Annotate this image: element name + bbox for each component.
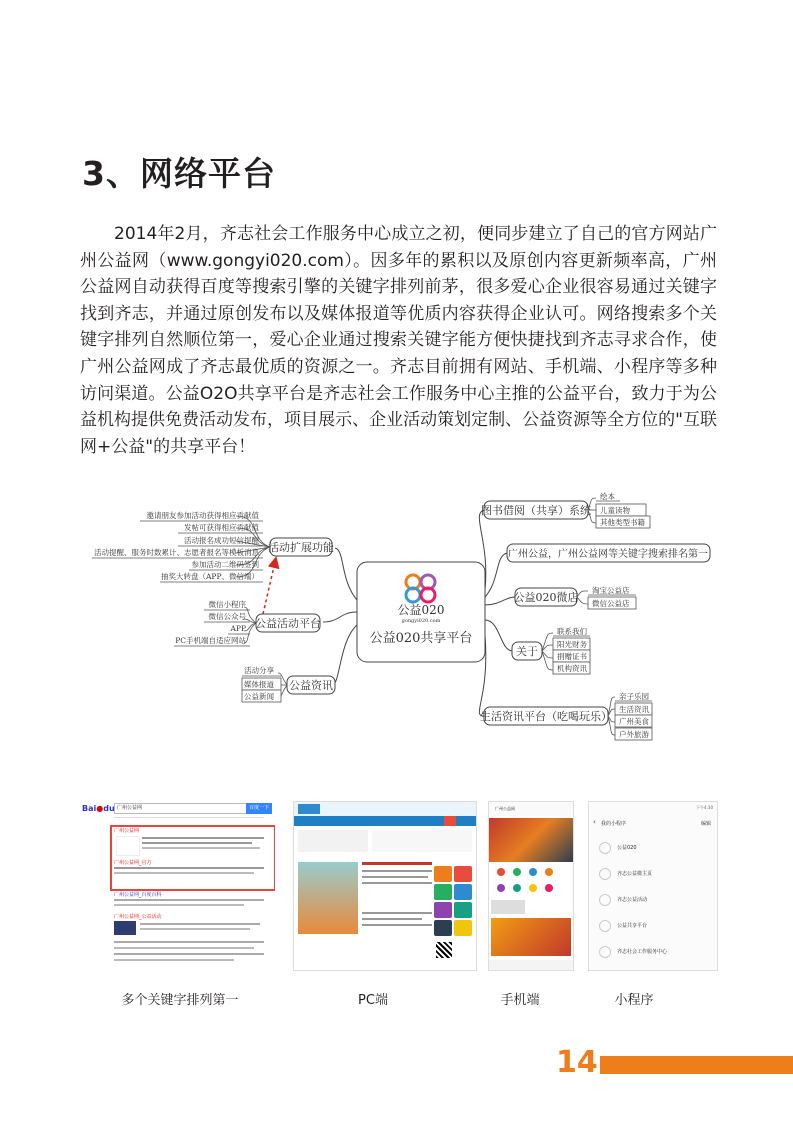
leaf: 儿童读物 [600, 506, 630, 515]
mini-item[interactable]: 齐志社会工作服务中心 [589, 942, 717, 962]
caption-mini-program: 小程序 [614, 993, 654, 1008]
caption-pc: PC端 [358, 993, 388, 1008]
leaf: 微信小程序 [208, 600, 246, 609]
site-logo-icon [298, 804, 320, 814]
mobile-tabbar [489, 960, 573, 970]
mindmap-branch-library [481, 491, 650, 528]
center-title: 公益020共享平台 [369, 631, 473, 646]
leaf: 其他类型书籍 [600, 518, 645, 527]
mindmap-center-node [357, 562, 485, 662]
branch-label: 关于 [516, 645, 538, 658]
site-header [294, 802, 476, 816]
caption-mobile: 手机端 [500, 993, 540, 1008]
leaf: 活动报名成功短信提醒 [184, 536, 259, 545]
leaf: 机构资讯 [557, 664, 587, 673]
leaf: 广州美食 [619, 717, 649, 726]
search-button[interactable]: 百度一下 [246, 803, 272, 814]
caption-search: 多个关键字排列第一 [121, 993, 239, 1008]
branch-label: 广州公益，广州公益网等关键字搜索排名第一 [508, 549, 708, 560]
leaf: APP [230, 624, 246, 633]
result-title: 广州公益网_官方 [114, 860, 152, 866]
mindmap [0, 480, 793, 760]
baidu-logo-icon: Bai●du [82, 804, 115, 813]
pc-site-screenshot [293, 801, 477, 971]
mini-header: 我的小程序 [601, 821, 627, 827]
mini-program-screenshot [588, 801, 718, 971]
leaf: 活动分享 [244, 666, 274, 675]
leaf: 联系我们 [557, 627, 587, 636]
mindmap-branch-activity-extension [92, 510, 334, 582]
status-time: 下午4:30 [696, 805, 713, 810]
leaf: 阳光财务 [557, 640, 587, 649]
link-arrow [263, 562, 275, 614]
banner-photo [489, 818, 573, 862]
center-logo-text: 公益020 [397, 603, 445, 617]
branch-label: 公益020微店 [513, 591, 579, 604]
section-paragraph: 2014年2月，齐志社会工作服务中心成立之初，便同步建立了自己的官方网站广州公益网（www.gongyi020.com）。因多年的累积以及原创内容更新频率高，广州公益网自动获得百度等搜索引擎的关键字排列前茅，很多爱心企业很容易通过关键字找到齐志，并通过原创发布以及媒体报道等优质内容获得企业认可。网络搜索多个关键字排列自然顺位第一，爱心企业通过搜索关键字能方便快捷找到齐志寻求合作，使广州公益网成了齐志最优质的资源之一。齐志目前拥有网站、手机端、小程序等多种访问渠道。公益O2O共享平台是齐志社会工作服务中心主推的公益平台，致力于为公益机构提供免费活动发布，项目展示、企业活动策划定制、公益资源等全方位的"互联网+公益"的共享平台！ [80, 224, 717, 457]
back-chevron-icon[interactable]: ‹ [593, 818, 596, 826]
page-number: 14 [556, 1045, 598, 1080]
mindmap-branch-about [512, 626, 590, 674]
leaf: 抽奖大转盘（APP、微信端） [160, 572, 259, 581]
mini-item[interactable]: 公益共享平台 [589, 916, 717, 936]
leaf: 活动提醒、服务时数累计、志愿者报名等模板消息 [94, 548, 259, 557]
leaf: 微信公众号 [208, 612, 246, 621]
search-input[interactable]: 广州公益网 [114, 803, 248, 814]
result-title: 广州公益网_公益活动 [114, 914, 162, 920]
search-results-screenshot [80, 801, 275, 969]
center-logo-url: gongyi020.com [401, 618, 441, 624]
edit-button[interactable]: 编辑 [700, 821, 711, 827]
highlight-box [110, 825, 275, 891]
mini-item[interactable]: 齐志公益活动 [589, 890, 717, 910]
branch-label: 公益活动平台 [255, 617, 321, 630]
leaf: 淘宝公益店 [592, 586, 630, 595]
leaf: 户外旅游 [619, 730, 649, 739]
hero-photo [298, 862, 358, 934]
section-heading: 3、网络平台 [82, 154, 276, 193]
leaf: 生活资讯 [619, 705, 649, 714]
mobile-header: 广州公益网 [489, 802, 574, 816]
result-logo-icon [116, 836, 140, 856]
mindmap-branch-keyword-rank [507, 544, 710, 562]
leaf: 微信公益店 [592, 599, 630, 608]
leaf: 亲子乐园 [619, 692, 649, 701]
result-title: 广州公益网_百度百科 [114, 892, 162, 898]
mini-item[interactable]: 齐志公益微主页 [589, 864, 717, 884]
mindmap-branch-news [242, 665, 335, 702]
leaf: 媒体报道 [244, 680, 274, 689]
result-title: 广州公益网 [114, 828, 140, 834]
search-tabs [114, 817, 264, 818]
mini-item[interactable]: 公益020 [589, 838, 717, 858]
leaf: 绘本 [600, 492, 615, 501]
branch-label: 图书借阅（共享）系统 [481, 504, 591, 517]
leaf: 捐赠证书 [557, 652, 587, 661]
mobile-screenshot [488, 801, 574, 971]
branch-label: 生活资讯平台（吃喝玩乐） [480, 710, 612, 723]
qr-code-icon [436, 942, 452, 958]
mindmap-branch-wechat-shop [514, 585, 637, 609]
page-number-bar [600, 1056, 793, 1074]
leaf: 邀请朋友参加活动获得相应贡献值 [146, 511, 259, 520]
leaf: 参加活动二维码签到 [191, 560, 259, 569]
leaf: 发帖可获得相应贡献值 [184, 523, 259, 532]
result-image [114, 921, 136, 935]
mindmap-branch-activity-platform [174, 599, 321, 646]
branch-label: 活动扩展功能 [268, 541, 334, 554]
branch-label: 公益资讯 [289, 679, 333, 692]
leaf: 公益新闻 [244, 692, 274, 701]
leaf: PC手机端自适应网站 [175, 636, 246, 645]
mindmap-branch-lifestyle [480, 691, 652, 740]
